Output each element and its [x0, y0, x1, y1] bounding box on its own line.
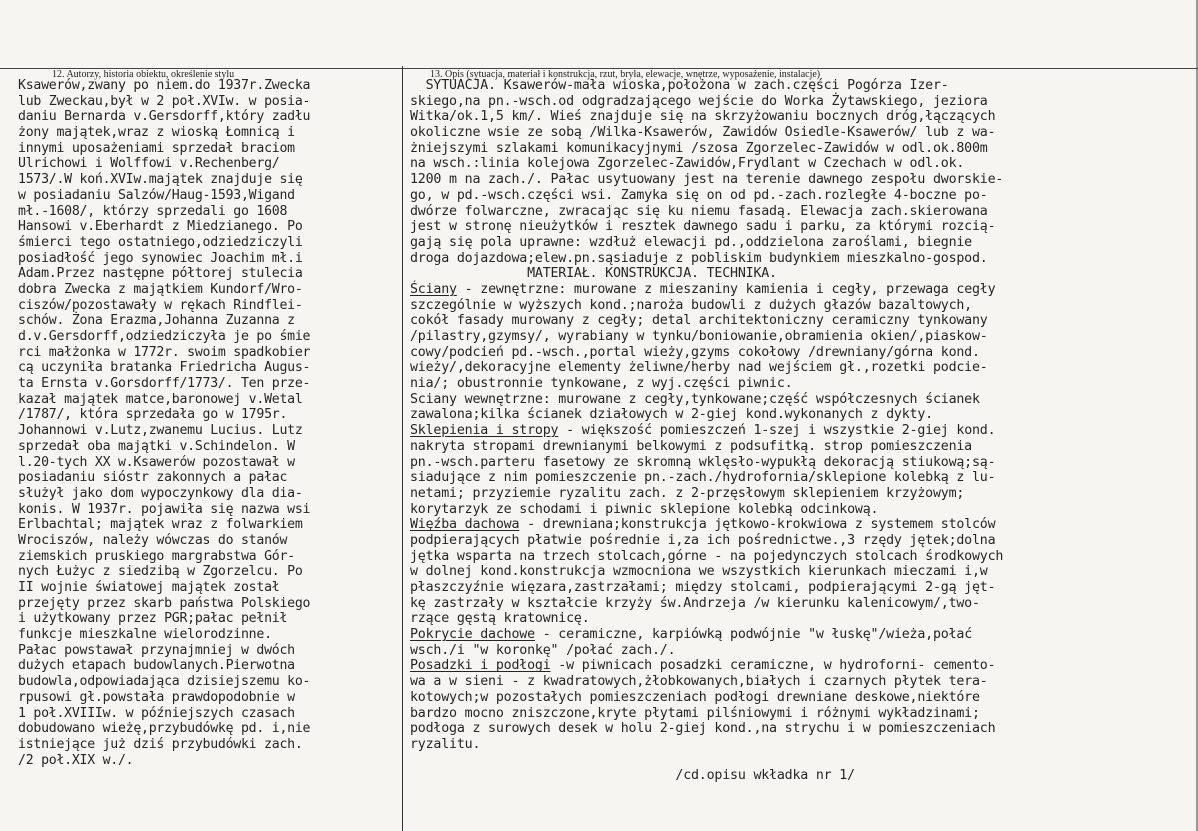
history-line: ta Ernsta v.Gorsdorff/1773/. Ten prze- [18, 376, 311, 392]
description-text: jest w stronę nieużytków i resztek dawnego sadu i parku, za którymi rozcią- [410, 219, 996, 235]
history-line: ziemskich pruskiego margrabstwa Gór- [18, 548, 295, 564]
description-line [410, 580, 1190, 596]
description-line [410, 455, 1190, 471]
description-text: nia/; obustronnie tynkowane, z wyj.części piwnic. [410, 376, 793, 392]
history-line: budowla,odpowiadająca dzisiejszemu ko- [18, 674, 311, 690]
history-line: Adam.Przez następne półtorej stulecia [18, 266, 303, 282]
description-text: cokół fasady murowany z cegły; detal architektoniczny ceramiczny tynkowany [410, 313, 988, 329]
history-line: funkcje mieszkalne wielorodzinne. [18, 627, 272, 643]
description-text: wieży/,dekoracyjne elementy żeliwne/herby nad wejściem gł.,rozetki podcie- [410, 360, 988, 376]
description-text: podłoga z surowych desek w holu 2-giej kond.,na strychu i w pomieszczeniach [410, 721, 996, 737]
history-line: rci małżonka w 1772r. swoim spadkobier [18, 344, 311, 360]
description-text: MATERIAŁ. KONSTRUKCJA. TECHNIKA. [410, 266, 777, 282]
description-line [410, 658, 1190, 674]
description-line [410, 643, 1190, 659]
description-text: - drewniana;konstrukcja jętkowo-krokwiowa z systemem stolców [519, 517, 996, 533]
description-text: okoliczne wsie ze sobą /Wilka-Ksawerów, Zawidów Osiedle-Ksawerów/ lub z wa- [410, 125, 996, 141]
description-line [410, 204, 1190, 220]
description-text: Sciany wewnętrzne: murowane z cegły,tynkowane;część współczesnych ścianek [410, 391, 980, 407]
description-text: /pilastry,gzymsy/, wyrabiany w tynku/boniowanie,obramienia okien/,piaskow- [410, 329, 988, 344]
description-line [410, 753, 1190, 769]
history-line: 1573/.W koń.XVIw.majątek znajduje się [18, 172, 303, 188]
history-line: Ksawerów,zwany po niem.do 1937r.Zwecka [18, 78, 311, 93]
description-text: nakryta stropami drewnianymi belkowymi z podsufitką. strop pomieszczenia [410, 438, 972, 454]
history-line: Ulrichowi i Wolffowi v.Rechenberg/ [18, 156, 280, 172]
description-line [410, 188, 1190, 204]
description-text: droga dojazdowa;elew.pn.sąsiaduje z pobliskim budynkiem mieszkalno-gospod. [410, 250, 988, 266]
description-text: SYTUACJA. Ksawerów-mała wioska,położona w zach.części Pogórza Izer- [410, 78, 949, 93]
section-13-label: 13. Opis (sytuacja, materiał i konstrukcja, rzut, bryła, elewacje, wnętrze, wyposażenie, instalacje) [430, 69, 821, 80]
description-line [410, 392, 1190, 408]
history-line: schów. Żona Erazma,Johanna Zuzanna z [18, 313, 295, 329]
description-text: korytarzyk ze schodami i piwnic sklepione kolebką odcinkową. [410, 501, 879, 517]
description-line [410, 768, 1190, 784]
section-heading: Posadzki i podłogi [410, 658, 551, 674]
description-text: rzące gęstą kratownicę. [410, 611, 590, 627]
history-line: w posiadaniu Salzów/Haug-1593,Wigand [18, 187, 295, 203]
description-line [410, 78, 1190, 94]
description-text: netami; przyziemie ryzalitu zach. z 2-przęsłowym sklepieniem krzyżowym; [410, 485, 965, 501]
section-heading: Ściany [410, 281, 457, 297]
description-line [410, 125, 1190, 141]
description-line [410, 251, 1190, 267]
description-text: kę zastrzały w kształcie krzyży św.Andrzeja /w kierunku kalenicowym/,two- [410, 595, 980, 611]
description-line [410, 627, 1190, 643]
description-line [410, 360, 1190, 376]
history-line: II wojnie światowej majątek został [18, 580, 280, 595]
description-line [410, 690, 1190, 706]
description-text: ryzalitu. [410, 736, 481, 752]
history-line: istniejące już dziś przybudówki zach. [18, 736, 303, 752]
description-text: - zewnętrzne: murowane z mieszaniny kamienia i cegły, przewaga cegły [456, 281, 996, 297]
description-line [410, 298, 1190, 314]
description-text: siadujące z nim pomieszczenie pn.-zach./hydrofornia/sklepione kolebką z lu- [410, 470, 996, 486]
section-heading: Sklepienia i stropy [410, 423, 559, 439]
description-line [410, 549, 1190, 565]
description-line [410, 423, 1190, 439]
description-line [410, 282, 1190, 298]
description-text: - większość pomieszczeń 1-szej i wszystkie 2-giej kond. [558, 423, 996, 439]
description-text: -w piwnicach posadzki ceramiczne, w hydroforni- cemento- [550, 658, 996, 674]
description-line [410, 737, 1190, 753]
description-line [410, 502, 1190, 518]
section-heading: Więźba dachowa [410, 517, 520, 533]
history-line: posiadłość jego synowiec Joachim mł.i [18, 250, 303, 266]
description-text: - ceramiczne, karpiówką podwójnie "w łuskę"/wieża,połać [534, 627, 972, 643]
section-heading: Pokrycie dachowe [410, 627, 535, 643]
description-line [410, 439, 1190, 455]
description-text: jętka wsparta na trzech stolcach,górne - na pojedynczych stolcach środkowych [410, 548, 1004, 564]
description-text: dwórze folwarczne, zwracając się ku niemu fasadą. Elewacja zach.skierowana [410, 203, 988, 219]
description-text: gają się pola uprawne: wzdłuż elewacji pd.,oddzielona zaroślami, biegnie [410, 234, 972, 250]
description-line [410, 407, 1190, 423]
history-line: posiadaniu sióstr zakonnych a pałac [18, 470, 288, 486]
history-line: /2 poł.XIX w./. [18, 752, 134, 768]
history-line: Johannowi v.Lutz,zwanemu Lucius. Lutz [18, 423, 303, 439]
description-line [410, 94, 1190, 110]
history-line: Hansowi v.Eberhardt z Miedzianego. Po [18, 219, 303, 235]
description-text: pn.-wsch.parteru fasetowy ze skromną wklęsło-wypukłą dekoracją stiukową;są- [410, 454, 996, 470]
description-line [410, 109, 1190, 125]
history-line: konis. W 1937r. pojawiła się nazwa wsi [18, 501, 311, 517]
description-line [410, 486, 1190, 502]
history-line: Wrociszów, należy wówczas do stanów [18, 532, 288, 548]
history-line: /1787/, która sprzedała go w 1795r. [18, 407, 288, 423]
description-text: na wsch.:linia kolejowa Zgorzelec-Zawidów,Frydlant w Czechach w odl.ok. [410, 156, 965, 172]
description-text: bardzo mocno zniszczone,kryte płytami pilśniowymi i różnymi wykładzinami; [410, 705, 980, 721]
history-line: żony majątek,wraz z wioską Łomnicą i [18, 125, 295, 141]
description-line [410, 313, 1190, 329]
description-text: wa a w sieni - z kwadratowych,żłobkowanych,białych i czarnych płytek tera- [410, 674, 988, 690]
history-line: innymi uposażeniami sprzedał braciom [18, 140, 295, 156]
description-text: 1200 m na zach./. Pałac usytuowany jest na terenie dawnego zespołu dworskie- [410, 172, 1004, 188]
description-line [410, 517, 1190, 533]
history-line: kazał majątek matce,baronowej v.Wetal [18, 391, 303, 407]
description-line [410, 266, 1190, 282]
description-line [410, 564, 1190, 580]
history-line: nych Łużyc z siedzibą w Zgorzelcu. Po [18, 564, 303, 580]
history-line: cą uczyniła bratanka Friedricha Augus- [18, 360, 311, 376]
description-line [410, 376, 1190, 392]
description-text: żniejszymi szlakami komunikacyjnymi /szosa Zgorzelec-Zawidów w odl.ok.800m [410, 140, 988, 156]
description-line [410, 533, 1190, 549]
history-line: 1 poł.XVIIIw. w późniejszych czasach [18, 705, 295, 721]
history-line: śmierci tego ostatniego,odziedziczyli [18, 234, 303, 250]
description-text: skiego,na pn.-wsch.od odgradzającego wejście do Worka Żytawskiego, jeziora [410, 93, 988, 109]
description-line [410, 141, 1190, 157]
description-line [410, 219, 1190, 235]
description-column [410, 78, 1190, 784]
history-column [18, 78, 398, 768]
description-text: zawalona;kilka ścianek działowych w 2-giej kond.wykonanych z dykty. [410, 407, 933, 423]
history-line: daniu Bernarda v.Gersdorff,który zadłu [18, 109, 311, 125]
description-text: podpierających płatwie pośrednie i,za ich pośrednictwe.,3 rzędy jętek;dolna [410, 532, 996, 548]
description-line [410, 706, 1190, 722]
description-line [410, 721, 1190, 737]
history-line: mł.-1608/, którzy sprzedali go 1608 [18, 203, 288, 219]
description-line [410, 674, 1190, 690]
history-line: rpusowi gł.powstała prawdopodobnie w [18, 689, 295, 705]
history-line: i użytkowany przez PGR;pałac pełnił [18, 611, 288, 627]
history-line: przejęty przez skarb państwa Polskiego [18, 595, 311, 611]
section-12-label: 12. Autorzy, historia obiektu, określenie stylu [52, 69, 235, 80]
history-line: Pałac powstawał przynajmniej w dwóch [18, 642, 295, 658]
description-line [410, 329, 1190, 345]
description-line [410, 172, 1190, 188]
description-text: płaszczyźnie więzara,zastrzałami; między stolcami, podpierającymi 2-gą jęt- [410, 580, 996, 595]
description-text: w dolnej kond.konstrukcja wzmocniona we wszystkich kierunkach mieczami i,w [410, 564, 988, 580]
description-line [410, 345, 1190, 361]
history-line: Erlbachtal; majątek wraz z folwarkiem [18, 517, 303, 533]
history-line: ciszów/pozostawały w rękach Rindflei- [18, 297, 303, 313]
description-text: go, w pd.-wsch.części wsi. Zamyka się on od pd.-zach.rozległe 4-boczne po- [410, 187, 988, 203]
column-divider [402, 66, 403, 831]
history-line: d.v.Gersdorff,odziedziczyła je po śmie [18, 329, 311, 344]
description-text: /cd.opisu wkładka nr 1/ [410, 768, 855, 784]
description-line [410, 156, 1190, 172]
history-line: lub Zweckau,był w 2 poł.XVIw. w posia- [18, 93, 311, 109]
description-line [410, 470, 1190, 486]
description-line [410, 596, 1190, 612]
description-line [410, 611, 1190, 627]
history-line: dobudowano wieżę,przybudówkę pd. i,nie [18, 721, 311, 737]
history-line: dużych etapach budowlanych.Pierwotna [18, 658, 295, 674]
description-text: szczególnie w wyższych kond.;naroża budowli z dużych głazów bazaltowych, [410, 297, 972, 313]
history-line: dobra Zwecka z majątkiem Kundorf/Wro- [18, 281, 303, 297]
description-line [410, 235, 1190, 251]
history-line: służył jako dom wypoczynkowy dla dia- [18, 485, 303, 501]
description-text: Witka/ok.1,5 km/. Wieś znajduje się na skrzyżowaniu bocznych dróg,łączących [410, 109, 996, 125]
history-line: l.20-tych XX w.Ksawerów pozostawał w [18, 454, 295, 470]
description-text: kotowych;w pozostałych pomieszczeniach podłogi drewniane deskowe,niektóre [410, 689, 980, 705]
description-text: cowy/podcień pd.-wsch.,portal wieży,gzyms cokołowy /drewniany/górna kond. [410, 344, 980, 360]
history-line: sprzedał oba majątki v.Schindelon. W [18, 438, 295, 454]
description-text: wsch./i "w koronkę" /połać zach./. [410, 642, 676, 658]
